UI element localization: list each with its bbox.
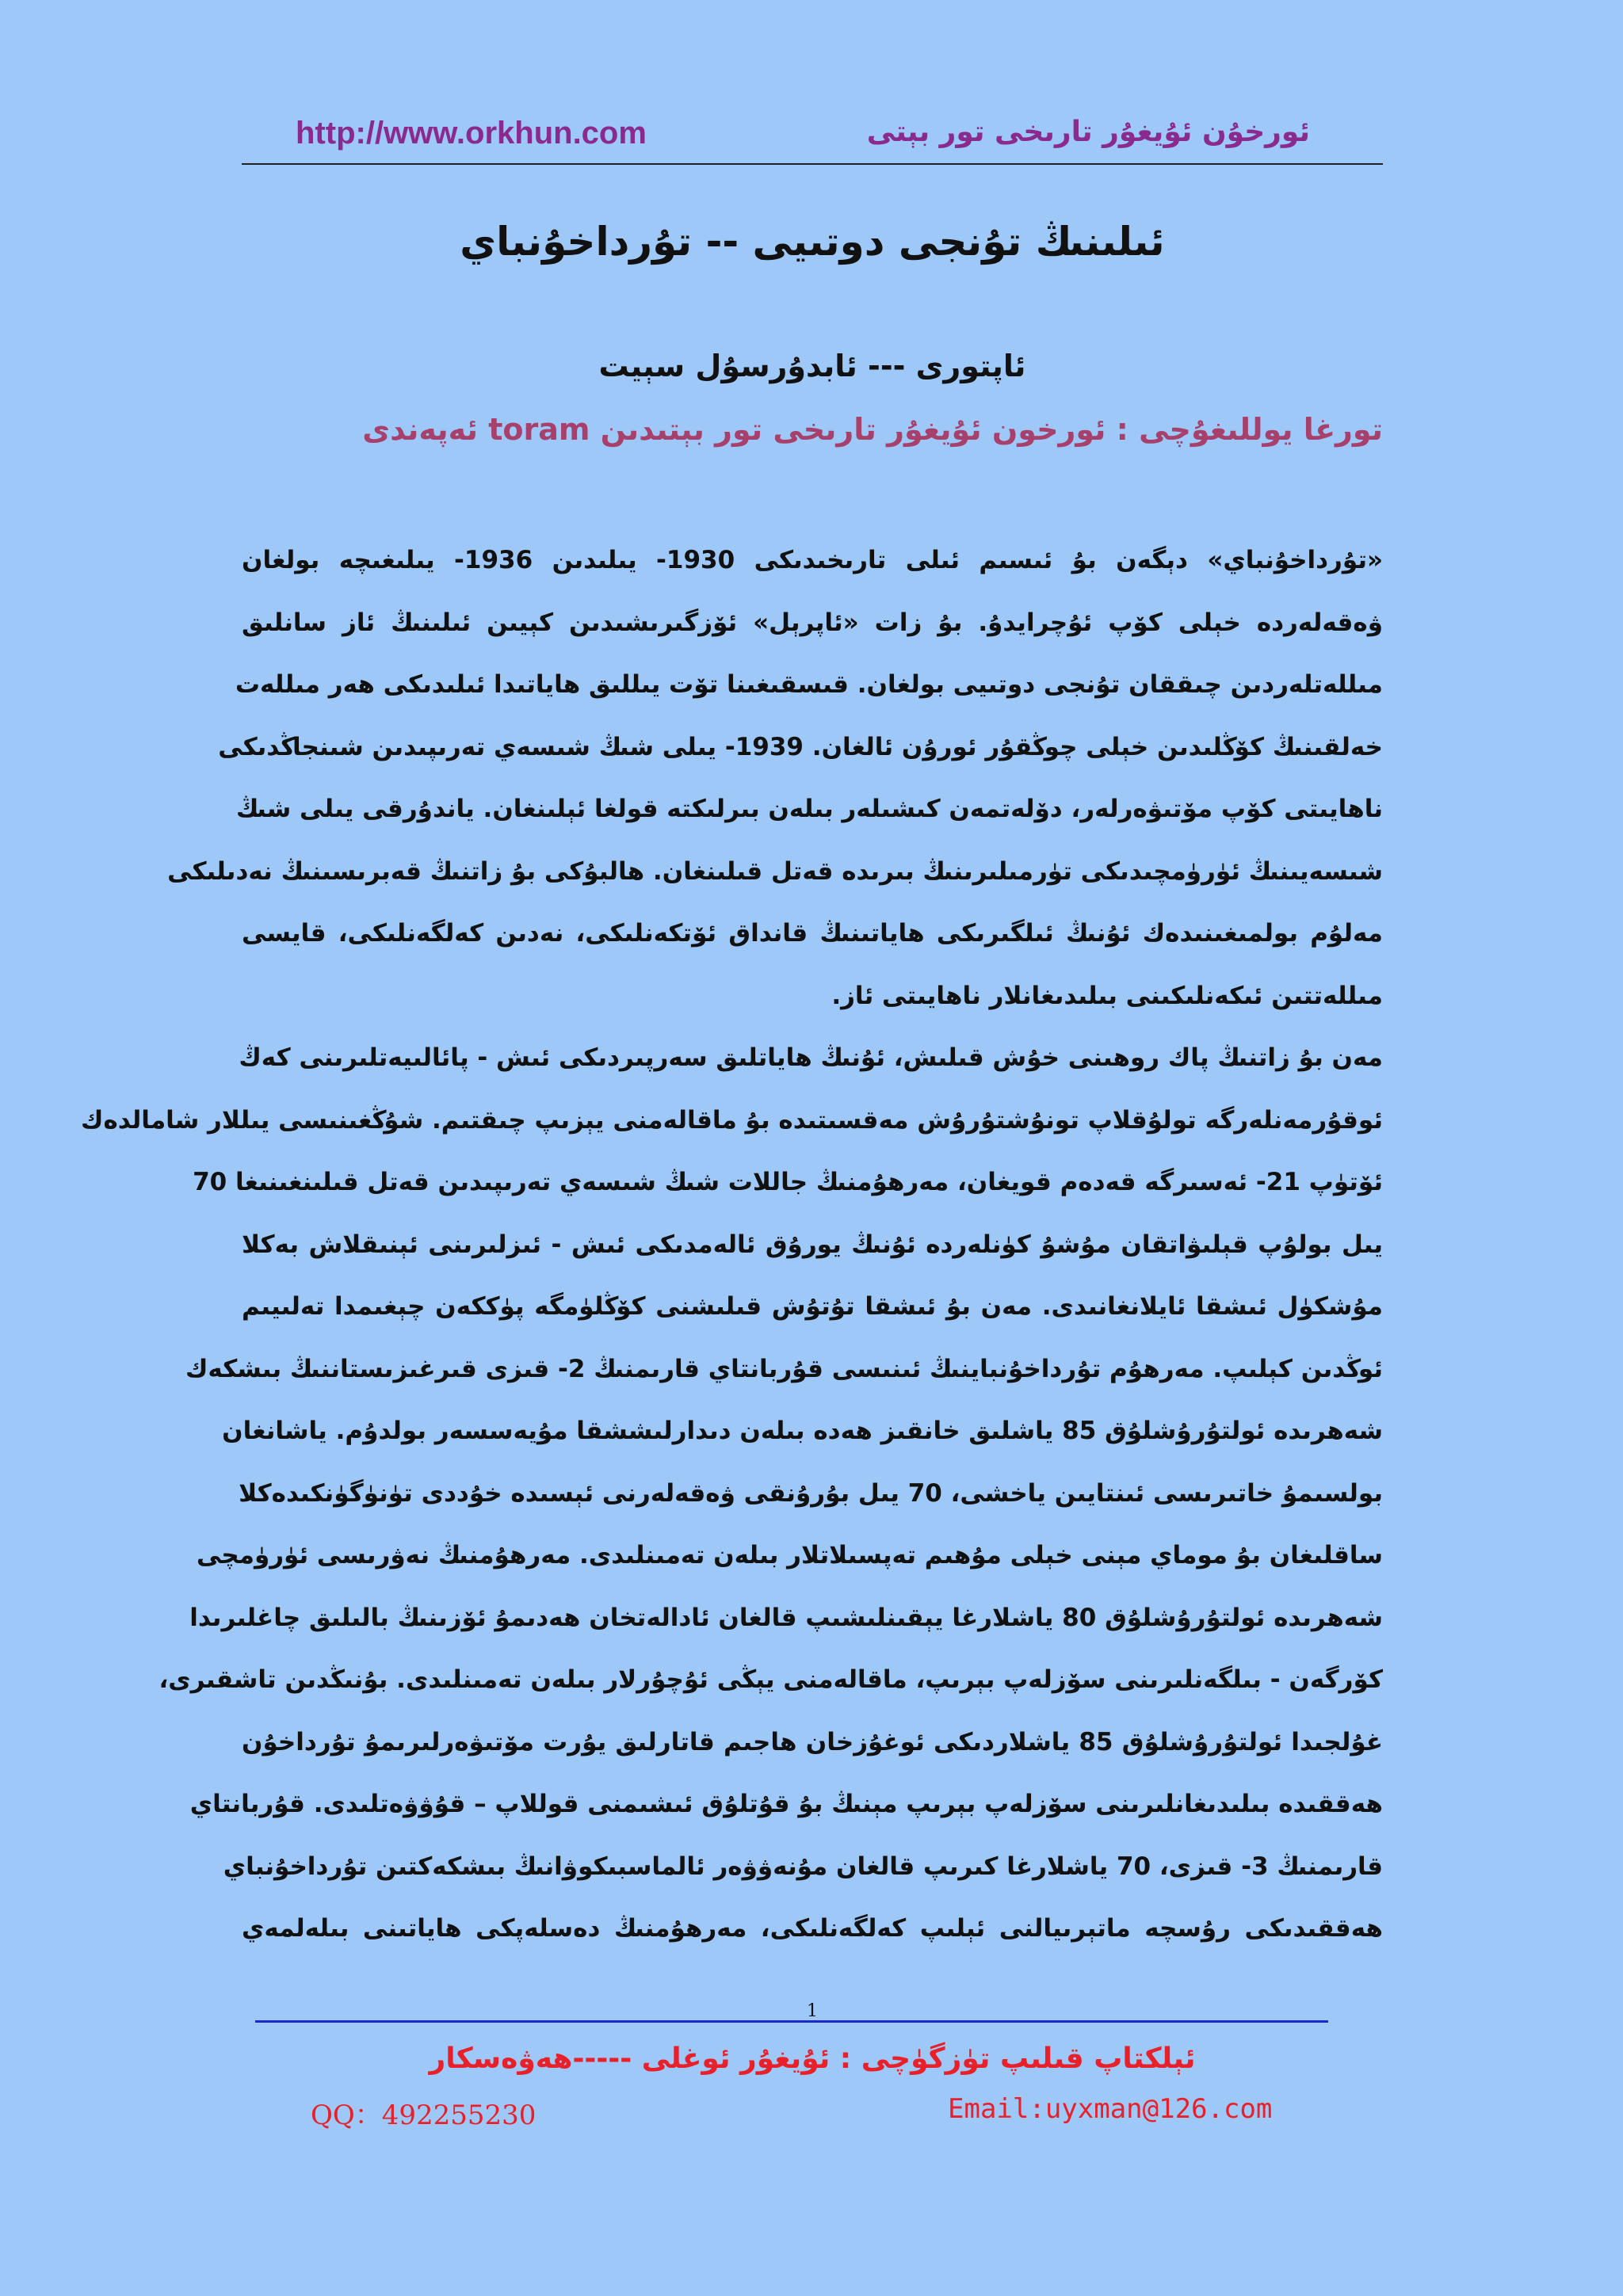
- body-line: ئوقۇرمەنلەرگە تولۇقلاپ تونۇشتۇرۇش مەقسىتىدە بۇ ماقالەمنى يېزىپ چىقتىم. شۇڭغىنىسى يىللار شامالدەك: [81, 1105, 1383, 1135]
- body-line: مۇشكۈل ئىشقا ئايلانغانىدى. مەن بۇ ئىشقا تۇتۇش قىلىشنى كۆڭلۈمگە پۈككەن چېغىمدا تەلىيىم: [242, 1292, 1383, 1321]
- body-line: «تۇرداخۇنباي» دېگەن بۇ ئىسىم ئىلى تارىخىدىكى 1930- يىلىدىن 1936- يىلىغىچە بولغان: [242, 546, 1383, 574]
- page-number: 1: [807, 2001, 818, 2021]
- body-line: يىل بولۇپ قېلىۋاتقان مۇشۇ كۈنلەردە ئۇنىڭ يورۇق ئالەمدىكى ئىش - ئىزلىرىنى ئېنىقلاش بەكلا: [242, 1230, 1383, 1259]
- body-line: بولسىمۇ خاتىرىسى ئىنتايىن ياخشى، 70 يىل بۇرۇنقى ۋەقەلەرنى ئېسىدە خۇددى تۈنۈگۈنكىدەكلا: [239, 1478, 1383, 1508]
- document-title: ئىلىنىڭ تۇنجى دوتىيى -- تۇرداخۇنباي: [460, 219, 1165, 265]
- body-line: مىللەتلەردىن چىققان تۇنجى دوتىيى بولغان. قىسقىغىنا تۆت يىللىق ھاياتىدا ئىلىدىكى ھەر مىللەت: [235, 670, 1383, 699]
- body-line: شىسەيىنىڭ ئۈرۈمچىدىكى تۈرمىلىرىنىڭ بىرىدە قەتل قىلىنغان. ھالبۇكى بۇ زاتنىڭ قەبرىسىنىڭ نەدىلىكى: [167, 856, 1383, 886]
- body-line: ھەققىدىكى رۇسچە ماتېرىيالنى ئېلىپ كەلگەنلىكى، مەرھۇمنىڭ دەسلەپكى ھاياتىنى بىلەلمەي: [242, 1914, 1383, 1943]
- body-line: مىللەتتىن ئىكەنلىكىنى بىلىدىغانلار ناھايىتى ئاز.: [831, 981, 1383, 1010]
- body-line: مەلۇم بولمىغىنىدەك ئۇنىڭ ئىلگىرىكى ھاياتىنىڭ قانداق ئۆتكەنلىكى، نەدىن كەلگەنلىكى، قايسى: [242, 919, 1383, 948]
- page-header: [242, 111, 1383, 165]
- footer-credit: ئېلكتاپ قىلىپ تۈزگۈچى : ئۇيغۇر ئوغلى -----ھەۋەسكار: [429, 2042, 1196, 2075]
- footer-divider: [255, 2020, 1328, 2023]
- author-line: ئاپتورى --- ئابدۇرسۇل سېيت: [598, 349, 1026, 383]
- footer-qq: QQ：492255230: [311, 2100, 537, 2131]
- source-line: تورغا يوللىغۇچى : ئورخون ئۇيغۇر تارىخى تور بېتىدىن toram ئەپەندى: [362, 412, 1383, 447]
- body-line: خەلقىنىڭ كۆڭلىدىن خېلى چوڭقۇر ئورۇن ئالغان. 1939- يىلى شىڭ شىسەي تەرىپىدىن شىنجاڭدىكى: [218, 732, 1383, 761]
- body-line: ئوڭدىن كېلىپ. مەرھۇم تۇرداخۇنباينىڭ ئىنىسى قۇربانتاي قارىمنىڭ 2- قىزى قىرغىزىستاننىڭ بىشكەك: [185, 1354, 1383, 1383]
- header-url[interactable]: http://www.orkhun.com: [296, 116, 647, 151]
- body-line: غۇلجىدا ئولتۇرۇشلۇق 85 ياشلاردىكى ئوغۇزخان ھاجىم قاتارلىق يۇرت مۆتىۋەرلىرىمۇ تۇرداخۇن: [242, 1727, 1383, 1756]
- body-line: ھەققىدە بىلىدىغانلىرىنى سۆزلەپ بېرىپ مېنىڭ بۇ قۇتلۇق ئىشىمنى قوللاپ – قۇۋۋەتلىدى. قۇربانتاي: [189, 1790, 1383, 1818]
- body-line: كۆرگەن - بىلگەنلىرىنى سۆزلەپ بېرىپ، ماقالەمنى يېڭى ئۇچۇرلار بىلەن تەمىنلىدى. بۇنىڭدىن تاشقىرى،: [158, 1665, 1383, 1694]
- article-body: [81, 529, 1383, 1960]
- footer-email[interactable]: Email:uyxman@126.com: [948, 2093, 1273, 2125]
- header-site-name: ئورخۇن ئۇيغۇر تارىخى تور بېتى: [866, 116, 1310, 148]
- body-line: مەن بۇ زاتنىڭ پاك روھىنى خۇش قىلىش، ئۇنىڭ ھاياتلىق سەرپىردىكى ئىش - پائالىيەتلىرىنى كەڭ: [239, 1043, 1383, 1072]
- body-line: ئۆتۈپ 21- ئەسىرگە قەدەم قويغان، مەرھۇمنىڭ جاللات شىڭ شىسەي تەرىپىدىن قەتل قىلىنغىنىغا 70: [193, 1168, 1383, 1196]
- body-line: شەھرىدە ئولتۇرۇشلۇق 80 ياشلارغا يېقىنلىشىپ قالغان ئادالەتخان ھەدىمۇ ئۆزىنىڭ بالىلىق چاغلىرىدا: [189, 1603, 1383, 1632]
- body-line: ۋەقەلەردە خېلى كۆپ ئۇچرايدۇ. بۇ زات «ئاپرېل» ئۆزگىرىشىدىن كېيىن ئىلىنىڭ ئاز سانلىق: [242, 608, 1383, 637]
- body-line: قارىمنىڭ 3- قىزى، 70 ياشلارغا كىرىپ قالغان مۇنەۋۋەر ئالماسبىكوۋانىڭ بىشكەكتىن تۇرداخۇنباي: [223, 1852, 1383, 1881]
- body-line: شەھرىدە ئولتۇرۇشلۇق 85 ياشلىق خانقىز ھەدە بىلەن دىدارلىششقا مۇيەسسەر بولدۇم. ياشانغان: [222, 1417, 1383, 1445]
- body-line: ساقلىغان بۇ موماي مېنى خېلى مۇھىم تەپسىلاتلار بىلەن تەمىنلىدى. مەرھۇمنىڭ نەۋرىسى ئۈرۈمچى: [197, 1541, 1383, 1569]
- body-line: ناھايىتى كۆپ مۆتىۋەرلەر، دۆلەتمەن كىشىلەر بىلەن بىرلىكتە قولغا ئېلىنغان. ياندۇرقى يىلى شىڭ: [236, 795, 1383, 823]
